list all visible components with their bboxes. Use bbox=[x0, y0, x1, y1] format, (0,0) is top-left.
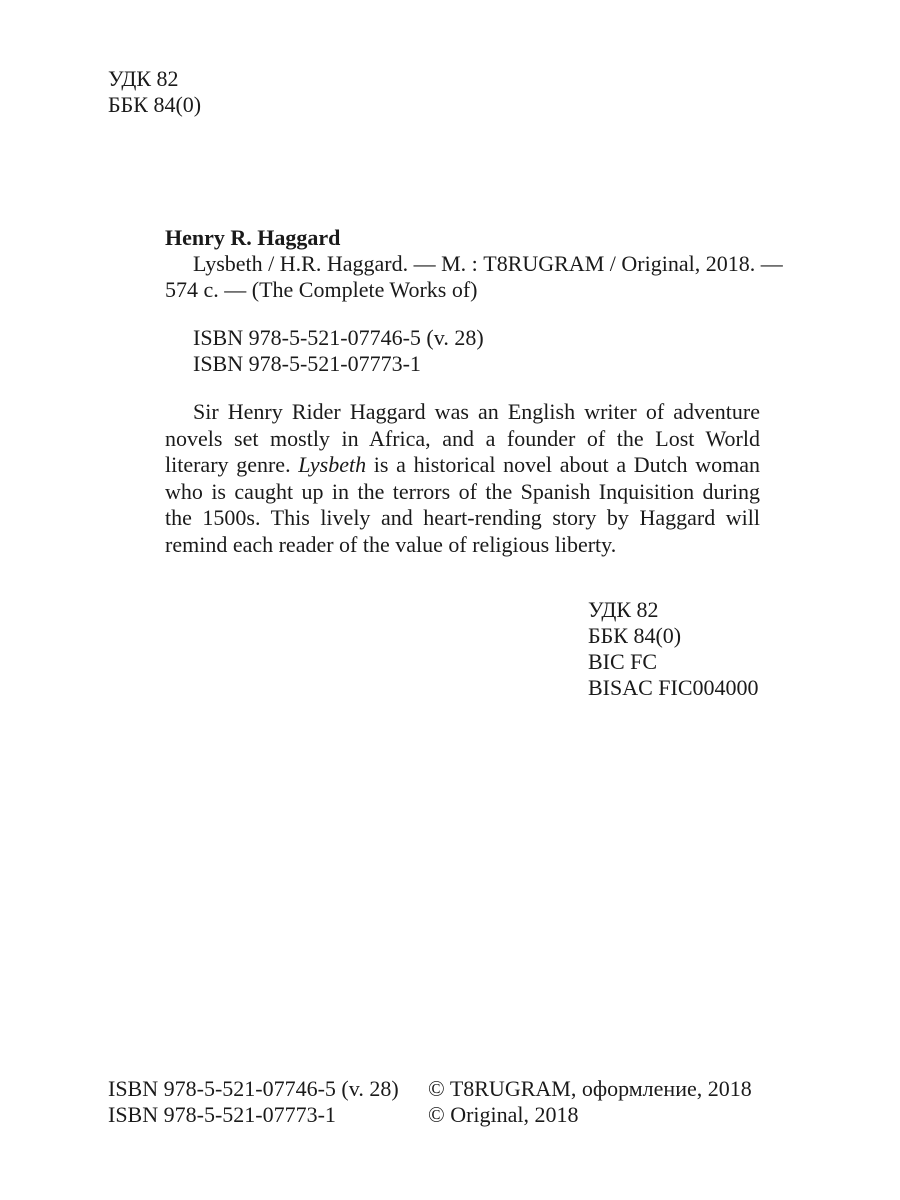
udk-code: УДК 82 bbox=[108, 66, 179, 91]
footer-row bbox=[108, 1076, 768, 1102]
catalog-entry bbox=[165, 225, 783, 558]
bibliographic-line: Lysbeth / H.R. Haggard. — М. : T8RUGRAM / Original, 2018. — bbox=[193, 251, 783, 276]
bisac-code: BISAC FIC004000 bbox=[588, 675, 759, 700]
copyright-publisher: © T8RUGRAM, оформление, 2018 bbox=[428, 1076, 752, 1101]
isbn-series: ISBN 978-5-521-07773-1 bbox=[193, 351, 421, 376]
right-classification-codes bbox=[588, 597, 759, 701]
annotation-paragraph bbox=[165, 399, 760, 558]
bbk-code-right: ББК 84(0) bbox=[588, 623, 682, 648]
bic-code: BIC FC bbox=[588, 649, 658, 674]
bbk-code: ББК 84(0) bbox=[108, 92, 202, 117]
isbn-list bbox=[165, 325, 760, 377]
footer-isbn-series: ISBN 978-5-521-07773-1 bbox=[108, 1102, 336, 1127]
bibliographic-line-continued: 574 с. — (The Complete Works of) bbox=[165, 277, 478, 302]
author-name: Henry R. Haggard bbox=[165, 225, 341, 250]
book-title: Lysbeth bbox=[298, 452, 367, 477]
udk-code-right: УДК 82 bbox=[588, 597, 659, 622]
annotation-text-end: is a historical novel about a Dutch woman who is caught up in the terrors of the Spanish Inquisition during the 1500s. This lively and heart-rending story by Haggard will remind each reader of the value of religious liberty. bbox=[165, 452, 761, 557]
footer-isbn-volume: ISBN 978-5-521-07746-5 (v. 28) bbox=[108, 1076, 399, 1101]
top-classification-codes bbox=[108, 66, 201, 118]
copyright-original: © Original, 2018 bbox=[428, 1102, 579, 1127]
annotation-text-start: Sir Henry Rider Haggard was an English writer of adventure novels set mostly in Africa, and a founder of the Lost World literary genre. bbox=[165, 399, 760, 477]
isbn-volume: ISBN 978-5-521-07746-5 (v. 28) bbox=[193, 325, 484, 350]
footer-row bbox=[108, 1102, 768, 1128]
copyright-footer bbox=[108, 1076, 768, 1128]
